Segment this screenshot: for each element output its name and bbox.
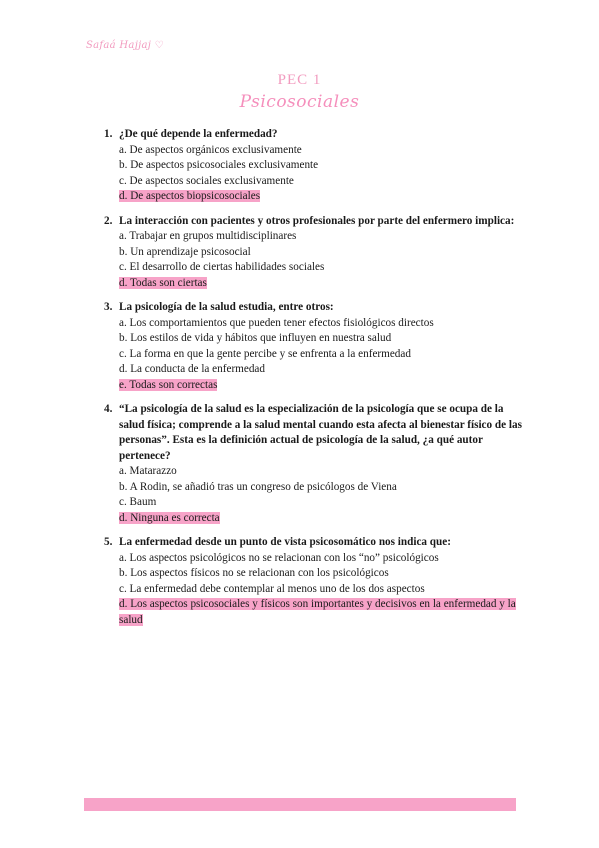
option-c: c. La forma en que la gente percibe y se enfrenta a la enfermedad — [119, 347, 411, 360]
question-number: 1. — [104, 128, 113, 140]
question-text: “La psicología de la salud es la especialización de la psicología que se ocupa de la salud física; comprende a la salud mental cuando esta afecta al bienestar físico de las personas”. Esta es la definición actual de psicología de la salud, ¿a qué autor pertenece? — [119, 403, 522, 462]
options-list — [104, 551, 524, 629]
option-e-correct: e. Todas son correctas — [119, 378, 218, 391]
option-c: c. El desarrollo de ciertas habilidades sociales — [119, 261, 325, 273]
question-heading — [104, 535, 524, 551]
options-list — [104, 229, 524, 291]
question-number: 3. — [104, 301, 113, 313]
option-c: c. Baum — [119, 496, 157, 508]
question-heading — [104, 127, 524, 143]
heart-icon: ♡ — [154, 40, 164, 51]
option-c: c. La enfermedad debe contemplar al menos uno de los dos aspectos — [119, 582, 425, 595]
question-heading — [104, 214, 524, 230]
question-list — [104, 127, 524, 637]
author-name: Safaá Hajjaj — [86, 40, 152, 51]
option-c: c. De aspectos sociales exclusivamente — [119, 174, 294, 187]
option-d-correct: d. De aspectos biopsicosociales — [119, 190, 261, 202]
option-a: a. Trabajar en grupos multidisciplinares — [119, 230, 297, 242]
option-b: b. Los aspectos físicos no se relacionan con los psicológicos — [119, 567, 389, 579]
question-text: La enfermedad desde un punto de vista psicosomático nos indica que: — [119, 536, 451, 548]
option-b: b. De aspectos psicosociales exclusivamente — [119, 159, 319, 171]
option-d: d. La conducta de la enfermedad — [119, 363, 265, 375]
question-heading — [104, 402, 524, 464]
question-number: 2. — [104, 214, 113, 227]
question-2 — [104, 214, 524, 292]
footer-bar — [84, 798, 516, 811]
question-4 — [104, 402, 524, 526]
option-a: a. Matarazzo — [119, 465, 177, 477]
page-subtitle: Psicosociales — [239, 92, 360, 112]
author-signature — [86, 40, 164, 51]
option-d-correct: d. Los aspectos psicosociales y físicos son importantes y decisivos en la enfermedad y la salud — [119, 598, 516, 626]
option-b: b. A Rodin, se añadió tras un congreso de psicólogos de Viena — [119, 480, 397, 493]
option-a: a. De aspectos orgánicos exclusivamente — [119, 143, 302, 156]
question-text: La interacción con pacientes y otros profesionales por parte del enfermero implica: — [119, 214, 515, 227]
option-d-correct: d. Todas son ciertas — [119, 276, 207, 289]
option-a: a. Los aspectos psicológicos no se relacionan con los “no” psicológicos — [119, 551, 439, 564]
option-b: b. Un aprendizaje psicosocial — [119, 245, 251, 258]
option-a: a. Los comportamientos que pueden tener efectos fisiológicos directos — [119, 316, 434, 329]
question-text: ¿De qué depende la enfermedad? — [119, 128, 278, 140]
options-list — [104, 316, 524, 394]
page-title: PEC 1 — [277, 72, 322, 88]
options-list — [104, 143, 524, 205]
option-d-correct: d. Ninguna es correcta — [119, 511, 220, 524]
question-3 — [104, 300, 524, 393]
question-number: 4. — [104, 403, 113, 415]
option-b: b. Los estilos de vida y hábitos que influyen en nuestra salud — [119, 332, 392, 344]
question-heading — [104, 300, 524, 316]
question-5 — [104, 535, 524, 628]
options-list — [104, 464, 524, 526]
question-text: La psicología de la salud estudia, entre otros: — [119, 301, 334, 313]
question-number: 5. — [104, 536, 113, 548]
question-1 — [104, 127, 524, 205]
